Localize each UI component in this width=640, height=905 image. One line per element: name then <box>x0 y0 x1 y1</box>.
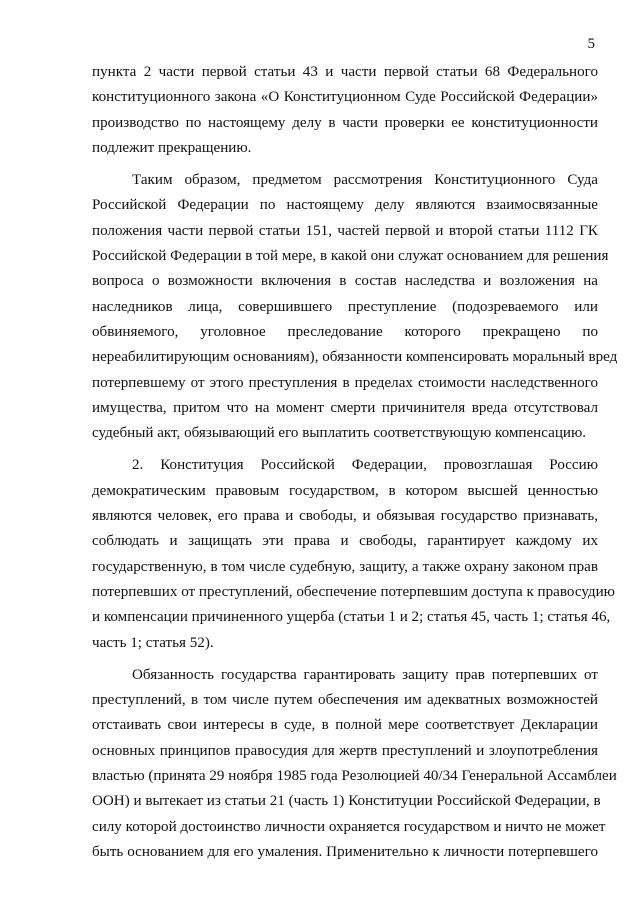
text-line: положения части первой статьи 151, частей первой и второй статьи 1112 ГК <box>92 222 598 239</box>
text-line: Таким образом, предметом рассмотрения Конституционного Суда <box>132 172 598 189</box>
text-line: производство по настоящему делу в части проверки ее конституционности <box>92 114 598 131</box>
text-line: являются человек, его права и свободы, и обязывая государство признавать, <box>92 508 598 525</box>
text-line: демократическим правовым государством, в котором высшей ценностью <box>92 482 598 499</box>
text-line: основных принципов правосудия для жертв преступлений и злоупотребления <box>92 742 598 759</box>
text-line: потерпевшему от этого преступления в пределах стоимости наследственного <box>92 374 598 391</box>
paragraph <box>92 168 618 446</box>
text-line: имущества, притом что на момент смерти причинителя вреда отсутствовал <box>92 399 598 416</box>
text-line: быть основанием для его умаления. Применительно к личности потерпевшего <box>92 843 598 860</box>
text-line: вопроса о возможности включения в состав наследства и возложения на <box>92 273 598 290</box>
text-line: конституционного закона «О Конституционном Суде Российской Федерации» <box>92 89 598 106</box>
text-line: нереабилитирующим основаниям), обязанности компенсировать моральный вред <box>92 349 618 366</box>
text-line: 2. Конституция Российской Федерации, провозглашая Россию <box>132 457 598 474</box>
paragraph <box>92 663 617 865</box>
text-line: силу которой достоинство личности охраняется государством и ничто не может <box>92 818 606 835</box>
text-line: Обязанность государства гарантировать защиту прав потерпевших от <box>132 666 598 683</box>
text-line: и компенсации причиненного ущерба (статьи 1 и 2; статья 45, часть 1; статья 46, <box>92 609 611 626</box>
text-line: часть 1; статья 52). <box>92 634 214 651</box>
text-line: пункта 2 части первой статьи 43 и части первой статьи 68 Федерального <box>92 64 598 80</box>
text-line: судебный акт, обязывающий его выплатить соответствующую компенсацию. <box>92 425 587 442</box>
text-line: Российской Федерации по настоящему делу являются взаимосвязанные <box>92 197 598 214</box>
text-line: преступлений, в том числе путем обеспечения им адекватных возможностей <box>92 692 598 709</box>
document-body <box>92 60 618 865</box>
paragraph <box>92 60 598 161</box>
text-line: потерпевших от преступлений, обеспечение потерпевшим доступа к правосудию <box>92 583 615 600</box>
text-line: властью (принята 29 ноября 1985 года Резолюцией 40/34 Генеральной Ассамблеи <box>92 768 617 785</box>
text-line: ООН) и вытекает из статьи 21 (часть 1) Конституции Российской Федерации, в <box>92 793 601 810</box>
text-line: отстаивать свои интересы в суде, в полной мере соответствует Декларации <box>92 717 598 734</box>
paragraph <box>92 453 615 655</box>
text-line: подлежит прекращению. <box>92 139 252 156</box>
text-line: обвиняемого, уголовное преследование которого прекращено по <box>92 323 598 340</box>
text-line: государственную, в том числе судебную, защиту, а также охрану законом прав <box>92 558 598 575</box>
text-line: наследников лица, совершившего преступление (подозреваемого или <box>92 298 598 315</box>
text-line: Российской Федерации в той мере, в какой они служат основанием для решения <box>92 248 609 265</box>
text-line: соблюдать и защищать эти права и свободы, гарантирует каждому их <box>92 533 598 550</box>
page-number: 5 <box>587 36 595 52</box>
